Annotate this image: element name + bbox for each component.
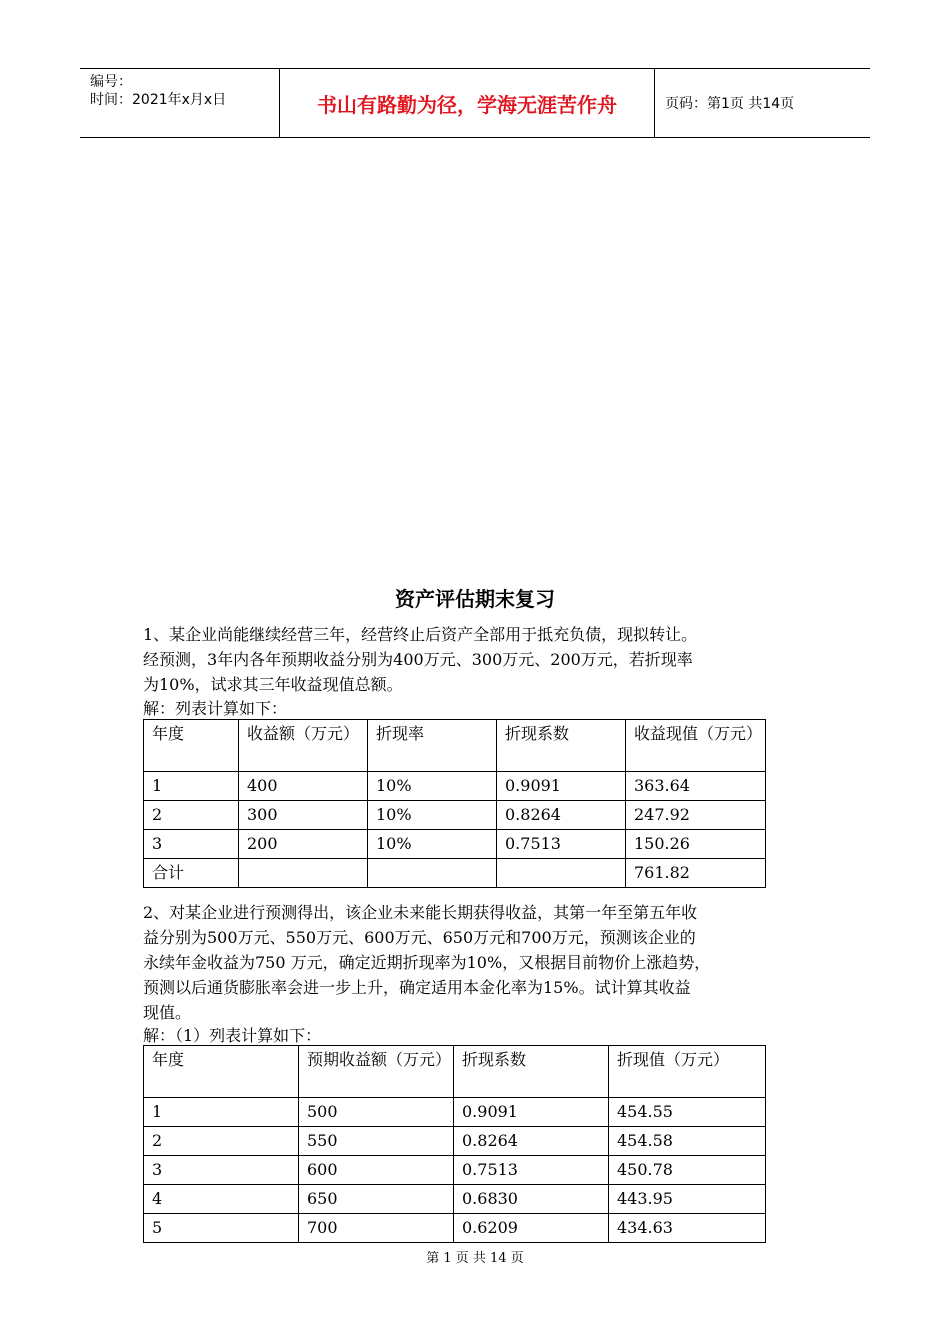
table-cell: 454.55 <box>609 1098 766 1127</box>
q2-line-4: 预测以后通货膨胀率会进一步上升，确定适用本金化率为15%。试计算其收益 <box>143 978 691 997</box>
q2-table <box>143 1045 766 1243</box>
table-cell: 0.6830 <box>454 1185 609 1214</box>
table-cell: 0.8264 <box>454 1127 609 1156</box>
header-cell: 折现率 <box>368 720 497 772</box>
table-cell: 0.7513 <box>454 1156 609 1185</box>
table-row <box>144 772 766 801</box>
table-cell: 200 <box>239 830 368 859</box>
q1-solution-label: 解：列表计算如下： <box>143 699 288 718</box>
header-cell: 折现系数 <box>497 720 626 772</box>
table-cell: 450.78 <box>609 1156 766 1185</box>
table-cell <box>368 859 497 888</box>
table-row <box>144 1098 766 1127</box>
table-cell: 400 <box>239 772 368 801</box>
time-label: 时间：2021年x月x日 <box>90 92 227 108</box>
table-cell: 300 <box>239 801 368 830</box>
q1-line-1: 1、某企业尚能继续经营三年，经营终止后资产全部用于抵充负债，现拟转让。 <box>143 625 698 644</box>
header-motto: 书山有路勤为径，学海无涯苦作舟 <box>280 69 655 137</box>
table-cell: 0.8264 <box>497 801 626 830</box>
table-cell: 2 <box>144 801 239 830</box>
table-cell: 650 <box>299 1185 454 1214</box>
table-cell: 2 <box>144 1127 299 1156</box>
page-header <box>80 68 870 138</box>
table-cell: 443.95 <box>609 1185 766 1214</box>
table-cell: 合计 <box>144 859 239 888</box>
table-header-row <box>144 720 766 772</box>
table-cell: 0.9091 <box>497 772 626 801</box>
table-cell: 3 <box>144 1156 299 1185</box>
q2-line-1: 2、对某企业进行预测得出，该企业未来能长期获得收益，其第一年至第五年收 <box>143 903 698 922</box>
table-cell: 600 <box>299 1156 454 1185</box>
table-cell: 500 <box>299 1098 454 1127</box>
table-total-row <box>144 859 766 888</box>
header-cell: 预期收益额（万元） <box>299 1046 454 1098</box>
table-row <box>144 1185 766 1214</box>
table-cell <box>239 859 368 888</box>
table-cell: 247.92 <box>626 801 766 830</box>
table-cell: 0.7513 <box>497 830 626 859</box>
question-1-text <box>143 622 811 697</box>
table-cell: 1 <box>144 1098 299 1127</box>
table-header-row <box>144 1046 766 1098</box>
header-cell: 折现系数 <box>454 1046 609 1098</box>
table-cell: 10% <box>368 772 497 801</box>
table-row <box>144 801 766 830</box>
header-cell: 年度 <box>144 720 239 772</box>
q2-line-3: 永续年金收益为750 万元，确定近期折现率为10%，又根据目前物价上涨趋势， <box>143 953 711 972</box>
table-row <box>144 1127 766 1156</box>
table-cell: 434.63 <box>609 1214 766 1243</box>
table-cell: 10% <box>368 801 497 830</box>
header-cell: 收益额（万元） <box>239 720 368 772</box>
q2-line-2: 益分别为500万元、550万元、600万元、650万元和700万元，预测该企业的 <box>143 928 696 947</box>
table-cell: 10% <box>368 830 497 859</box>
table-cell: 363.64 <box>626 772 766 801</box>
header-cell: 折现值（万元） <box>609 1046 766 1098</box>
q2-line-5: 现值。 <box>143 1003 192 1022</box>
table-row <box>144 830 766 859</box>
table-cell: 550 <box>299 1127 454 1156</box>
question-2-text <box>143 900 811 1025</box>
q2-solution-label: 解：（1）列表计算如下： <box>143 1026 322 1045</box>
table-cell <box>497 859 626 888</box>
table-row <box>144 1214 766 1243</box>
table-cell: 1 <box>144 772 239 801</box>
document-title: 资产评估期末复习 <box>395 587 555 611</box>
table-cell: 0.9091 <box>454 1098 609 1127</box>
q1-table <box>143 719 766 888</box>
table-cell: 0.6209 <box>454 1214 609 1243</box>
q1-line-2: 经预测，3年内各年预期收益分别为400万元、300万元、200万元，若折现率 <box>143 650 693 669</box>
page-footer: 第 1 页 共 14 页 <box>426 1251 524 1266</box>
table-cell: 5 <box>144 1214 299 1243</box>
table-row <box>144 1156 766 1185</box>
q1-line-3: 为10%，试求其三年收益现值总额。 <box>143 675 403 694</box>
table-cell: 700 <box>299 1214 454 1243</box>
table-cell: 150.26 <box>626 830 766 859</box>
header-meta <box>80 69 280 137</box>
header-cell: 收益现值（万元） <box>626 720 766 772</box>
header-cell: 年度 <box>144 1046 299 1098</box>
table-cell: 761.82 <box>626 859 766 888</box>
number-label: 编号： <box>90 74 132 90</box>
table-cell: 454.58 <box>609 1127 766 1156</box>
table-cell: 4 <box>144 1185 299 1214</box>
table-cell: 3 <box>144 830 239 859</box>
header-page-code: 页码：第1页 共14页 <box>665 96 795 112</box>
